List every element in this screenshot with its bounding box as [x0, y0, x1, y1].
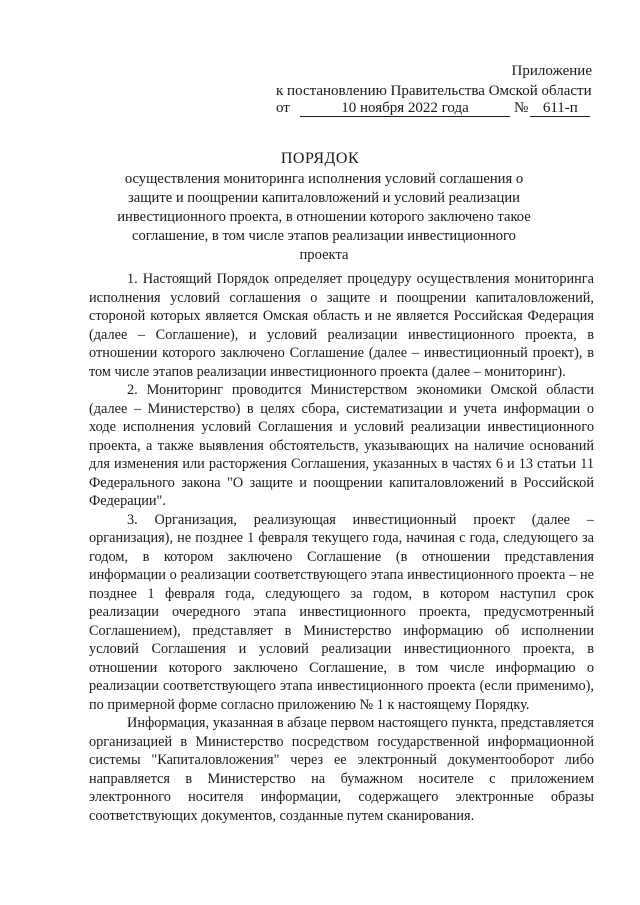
date-prefix: от: [276, 100, 290, 116]
resolution-date-line: [276, 99, 590, 117]
appendix-title: Приложение: [511, 63, 592, 79]
number-sign: №: [514, 100, 529, 116]
paragraph-1: 1. Настоящий Порядок определяет процедуру осуществления мониторинга исполнения условий соглашения о защите и поощрении капиталовложений, стороной которых является Омская область и не является Российская Федерация (далее – Соглашение), и условий реализации инвестиционного проекта, в отношении которого заключено Соглашение (далее – инвестиционный проект), в том числе этапов реализации инвестиционного проекта (далее – мониторинг).: [89, 271, 594, 380]
document-body: [89, 270, 594, 825]
paragraph-4: Информация, указанная в абзаце первом настоящего пункта, представляется организацией в Министерство посредством государственной информационной системы "Капиталовложения" через ее электронный документооборот либо направляется в Министерство на бумажном носителе с приложением электронного носителя информации, содержащего электронные образы соответствующих документов, созданные путем сканирования.: [89, 715, 594, 824]
appendix-reference: к постановлению Правительства Омской области: [276, 83, 592, 99]
document-title: ПОРЯДОК: [280, 150, 360, 167]
resolution-date: 10 ноября 2022 года: [300, 101, 510, 117]
paragraph-3: 3. Организация, реализующая инвестиционный проект (далее – организация), не позднее 1 февраля текущего года, начиная с года, следующего за годом, в котором заключено Соглашение (в отношении представления информации о реализации соответствующего этапа инвестиционного проекта – не позднее 1 февраля года, следующего за годом, в котором наступил срок реализации очередного этапа инвестиционного проекта, предусмотренный Соглашением), представляет в Министерство информацию об исполнении условий Соглашения и условий реализации инвестиционного проекта, в отношении которого заключено Соглашение, в том числе информацию о реализации соответствующего этапа инвестиционного проекта (если применимо), по примерной форме согласно приложению № 1 к настоящему Порядку.: [89, 511, 594, 713]
document-subtitle: осуществления мониторинга исполнения условий соглашения о защите и поощрении капиталовложений и условий реализации инвестиционного проекта, в отношении которого заключено такое соглашение, в том числе этапов реализации инвестиционного проекта: [117, 171, 531, 263]
paragraph-2: 2. Мониторинг проводится Министерством экономики Омской области (далее – Министерство) в целях сбора, систематизации и учета информации о ходе исполнения условий Соглашения и условий реализации инвестиционного проекта, а также выявления обстоятельств, указывающих на наличие оснований для изменения или расторжения Соглашения, указанных в частях 6 и 13 статьи 11 Федерального закона "О защите и поощрении капиталовложений в Российской Федерации".: [89, 382, 594, 509]
resolution-number: 611-п: [530, 101, 590, 117]
